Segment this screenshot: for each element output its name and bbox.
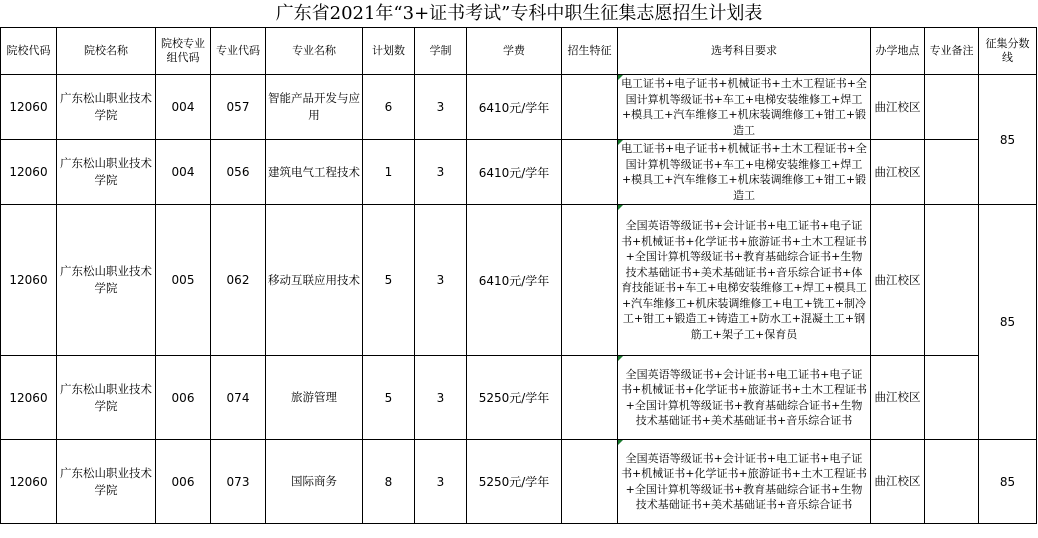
cell-code: 12060	[1, 356, 57, 440]
table-row	[1, 205, 1037, 356]
cell-group: 006	[156, 440, 211, 524]
header-feature: 招生特征	[562, 28, 618, 75]
cell-feature	[562, 140, 618, 205]
cell-note	[925, 140, 979, 205]
header-score: 征集分数线	[979, 28, 1037, 75]
cell-campus: 曲江校区	[871, 356, 925, 440]
cell-major-code: 073	[211, 440, 266, 524]
cell-years: 3	[415, 356, 467, 440]
cell-note	[925, 75, 979, 140]
cell-fee: 5250元/学年	[467, 440, 562, 524]
cell-code: 12060	[1, 440, 57, 524]
cell-score: 85	[979, 205, 1037, 440]
cell-name: 广东松山职业技术学院	[57, 440, 156, 524]
header-campus: 办学地点	[871, 28, 925, 75]
header-row	[1, 28, 1037, 75]
cell-note	[925, 205, 979, 356]
cell-major-code: 056	[211, 140, 266, 205]
cell-group: 006	[156, 356, 211, 440]
cell-req: 电工证书+电子证书+机械证书+土木工程证书+全国计算机等级证书+车工+电梯安装维修工+焊工+模具工+汽车维修工+机床装调维修工+钳工+锻造工	[618, 140, 871, 205]
header-req: 选考科目要求	[618, 28, 871, 75]
cell-note	[925, 440, 979, 524]
cell-feature	[562, 440, 618, 524]
header-plan: 计划数	[363, 28, 415, 75]
cell-years: 3	[415, 140, 467, 205]
cell-req: 电工证书+电子证书+机械证书+土木工程证书+全国计算机等级证书+车工+电梯安装维修工+焊工+模具工+汽车维修工+机床装调维修工+钳工+锻造工	[618, 75, 871, 140]
cell-name: 广东松山职业技术学院	[57, 140, 156, 205]
cell-major-name: 建筑电气工程技术	[266, 140, 363, 205]
cell-years: 3	[415, 205, 467, 356]
cell-major-code: 062	[211, 205, 266, 356]
table-row	[1, 75, 1037, 140]
cell-group: 004	[156, 75, 211, 140]
cell-campus: 曲江校区	[871, 140, 925, 205]
cell-req: 全国英语等级证书+会计证书+电工证书+电子证书+机械证书+化学证书+旅游证书+土木工程证书+全国计算机等级证书+教育基础综合证书+生物技术基础证书+美术基础证书+音乐综合证书	[618, 356, 871, 440]
cell-name: 广东松山职业技术学院	[57, 356, 156, 440]
cell-feature	[562, 205, 618, 356]
cell-years: 3	[415, 440, 467, 524]
table-row	[1, 356, 1037, 440]
cell-score: 85	[979, 440, 1037, 524]
header-major-name: 专业名称	[266, 28, 363, 75]
cell-code: 12060	[1, 75, 57, 140]
cell-major-name: 国际商务	[266, 440, 363, 524]
cell-plan: 8	[363, 440, 415, 524]
cell-code: 12060	[1, 205, 57, 356]
cell-plan: 5	[363, 356, 415, 440]
header-years: 学制	[415, 28, 467, 75]
header-name: 院校名称	[57, 28, 156, 75]
cell-major-code: 074	[211, 356, 266, 440]
cell-fee: 5250元/学年	[467, 356, 562, 440]
cell-code: 12060	[1, 140, 57, 205]
cell-name: 广东松山职业技术学院	[57, 205, 156, 356]
header-group: 院校专业组代码	[156, 28, 211, 75]
cell-campus: 曲江校区	[871, 440, 925, 524]
cell-major-name: 智能产品开发与应用	[266, 75, 363, 140]
header-code: 院校代码	[1, 28, 57, 75]
cell-campus: 曲江校区	[871, 75, 925, 140]
cell-plan: 5	[363, 205, 415, 356]
cell-plan: 1	[363, 140, 415, 205]
cell-feature	[562, 75, 618, 140]
cell-major-name: 旅游管理	[266, 356, 363, 440]
cell-feature	[562, 356, 618, 440]
cell-req: 全国英语等级证书+会计证书+电工证书+电子证书+机械证书+化学证书+旅游证书+土木工程证书+全国计算机等级证书+教育基础综合证书+生物技术基础证书+美术基础证书+音乐综合证书+体育技能证书+车工+电梯安装维修工+焊工+模具工+汽车维修工+机床装调维修工+电工+铣工+制冷工+钳工+锻造工+铸造工+防水工+混凝土工+钢筋工+架子工+保育员	[618, 205, 871, 356]
cell-fee: 6410元/学年	[467, 75, 562, 140]
page-title: 广东省2021年“3+证书考试”专科中职生征集志愿招生计划表	[275, 3, 763, 24]
cell-major-code: 057	[211, 75, 266, 140]
cell-req: 全国英语等级证书+会计证书+电工证书+电子证书+机械证书+化学证书+旅游证书+土木工程证书+全国计算机等级证书+教育基础综合证书+生物技术基础证书+美术基础证书+音乐综合证书	[618, 440, 871, 524]
cell-years: 3	[415, 75, 467, 140]
cell-score: 85	[979, 75, 1037, 205]
header-fee: 学费	[467, 28, 562, 75]
cell-note	[925, 356, 979, 440]
table-row	[1, 440, 1037, 524]
header-note: 专业备注	[925, 28, 979, 75]
cell-fee: 6410元/学年	[467, 140, 562, 205]
cell-group: 004	[156, 140, 211, 205]
cell-plan: 6	[363, 75, 415, 140]
header-major-code: 专业代码	[211, 28, 266, 75]
cell-name: 广东松山职业技术学院	[57, 75, 156, 140]
cell-group: 005	[156, 205, 211, 356]
enrollment-plan-table	[0, 27, 1037, 524]
cell-campus: 曲江校区	[871, 205, 925, 356]
table-row	[1, 140, 1037, 205]
cell-major-name: 移动互联应用技术	[266, 205, 363, 356]
cell-fee: 6410元/学年	[467, 205, 562, 356]
